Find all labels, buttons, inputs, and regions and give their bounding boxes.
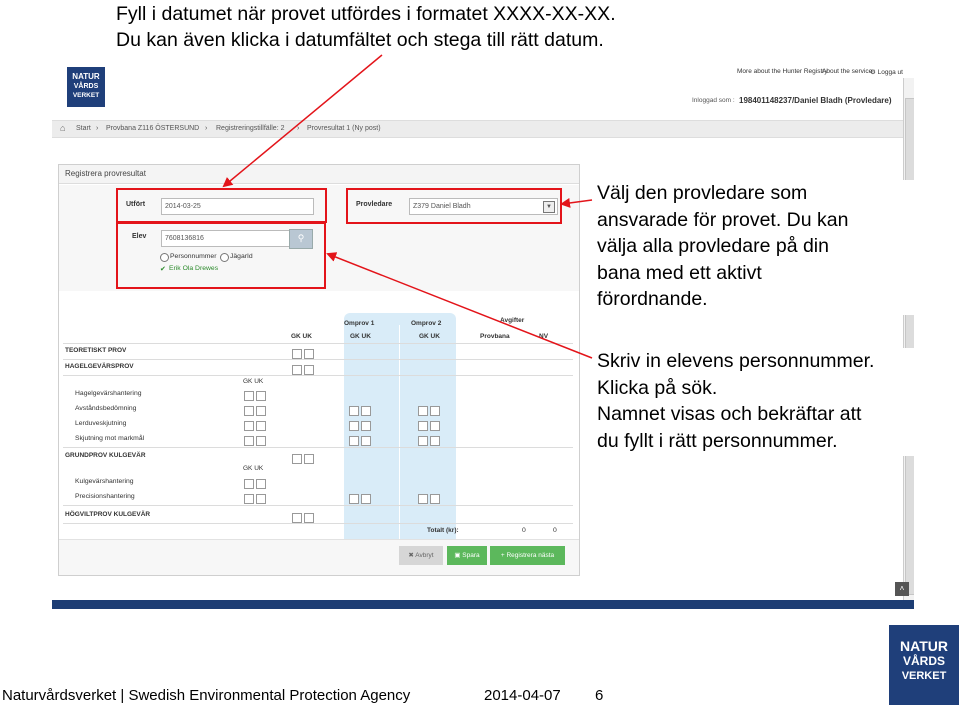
link-more-about[interactable]: More about the Hunter Registry — [737, 68, 828, 75]
nv-header: NV — [539, 333, 549, 340]
annotation-student — [597, 348, 952, 456]
total-provbana: 0 — [522, 527, 526, 534]
elev-input[interactable]: 7608136816 — [161, 230, 292, 247]
annotation-examiner-line: välja alla provledare på din — [597, 235, 829, 257]
annotation-student-line: du fyllt i rätt personnummer. — [597, 429, 838, 452]
check-icon: ✔ — [160, 266, 166, 273]
breadcrumb-start[interactable]: Start — [76, 125, 91, 132]
elev-label: Elev — [132, 233, 147, 240]
item-precisionshantering: Precisionshantering — [75, 493, 135, 500]
item-avstandsbedomning: Avståndsbedömning — [75, 405, 137, 412]
cancel-button[interactable]: ✖ Avbryt — [399, 546, 443, 565]
arrow-to-date — [224, 55, 382, 186]
provbana-header: Provbana — [480, 333, 510, 340]
breadcrumb-current: Provresultat 1 (Ny post) — [307, 125, 381, 132]
annotation-examiner — [597, 180, 952, 315]
arrow-to-provledare — [562, 200, 592, 204]
logged-in-user: 198401148237/Daniel Bladh (Provledare) — [739, 96, 892, 105]
floppy-icon: ▣ — [454, 552, 463, 559]
breadcrumb-provbana[interactable]: Provbana Z116 ÖSTERSUND — [106, 125, 200, 132]
avgifter-header: Avgifter — [500, 317, 525, 324]
logo-text-1: NATUR — [72, 72, 100, 81]
footer-logo-text-3: VERKET — [901, 670, 947, 682]
link-about-service[interactable]: About the service — [822, 68, 873, 75]
utfort-label: Utfört — [126, 201, 146, 208]
save-new-button[interactable]: + Registrera nästa — [490, 546, 565, 565]
section-hogvilt: HÖGVILTPROV KULGEVÄR — [65, 511, 151, 518]
item-hagelgevarshantering: Hagelgevärshantering — [75, 390, 142, 397]
total-label: Totalt (kr): — [427, 527, 459, 534]
gkuk-header-main: GK UK — [291, 333, 312, 340]
breadcrumb-tillfalle[interactable]: Registreringstillfälle: 2 — [216, 125, 285, 132]
footer-logo-text-1: NATUR — [900, 638, 948, 654]
chevron-up-icon: ˄ — [899, 584, 905, 593]
home-icon[interactable]: ⌂ — [60, 123, 66, 133]
chevron-right-icon: › — [205, 125, 208, 132]
logout-label: Logga ut — [877, 69, 903, 76]
provledare-value: Z379 Daniel Bladh — [413, 203, 471, 210]
save-label: Spara — [462, 552, 480, 559]
section-hagel: HAGELGEVÄRSPROV — [65, 363, 134, 370]
annotation-examiner-line: Välj den provledare som — [597, 182, 808, 204]
logo-text-3: VERKET — [72, 92, 100, 99]
chevron-down-icon[interactable]: ▼ — [543, 201, 555, 213]
omprov1-header: Omprov 1 — [344, 320, 375, 327]
gear-icon: ⚙ — [870, 69, 878, 76]
item-kulgevarshantering: Kulgevärshantering — [75, 478, 134, 485]
radio-personnummer-label: Personnummer — [170, 253, 217, 260]
date-input[interactable]: 2014-03-25 — [161, 198, 314, 215]
item-lerduveskjutning: Lerduveskjutning — [75, 420, 127, 427]
footer-date: 2014-04-07 — [484, 687, 561, 704]
radio-jagarid-label: JägarId — [230, 253, 253, 260]
search-icon: ⚲ — [297, 233, 305, 243]
annotation-student-line: Skriv in elevens personnummer. — [597, 350, 875, 372]
annotation-student-line: Namnet visas och bekräftar att — [597, 403, 862, 425]
section-teoretiskt: TEORETISKT PROV — [65, 347, 127, 354]
total-nv: 0 — [553, 527, 557, 534]
annotation-student-line: Klicka på sök. — [597, 376, 718, 399]
section-grund: GRUNDPROV KULGEVÄR — [65, 452, 146, 459]
footer-page: 6 — [595, 687, 604, 704]
chevron-right-icon: › — [96, 125, 99, 132]
logo-text-2: VÅRDS — [73, 83, 99, 90]
annotation-examiner-line: ansvarade för provet. Du kan — [597, 208, 849, 231]
footer-logo-text-2: VÅRDS — [902, 654, 945, 668]
item-skjutning-markmal: Skjutning mot markmål — [75, 435, 145, 442]
caption-line-2: Du kan även klicka i datumfältet och stega till rätt datum. — [116, 29, 604, 51]
panel-title: Registrera provresultat — [65, 169, 146, 178]
gkuk-subheader: GK UK — [243, 378, 264, 385]
annotation-examiner-line: förordnande. — [597, 288, 708, 310]
footer-org: Naturvårdsverket | Swedish Environmental Protection Agency — [2, 687, 411, 704]
gkuk-header-omprov1: GK UK — [350, 333, 371, 340]
gkuk-header-omprov2: GK UK — [419, 333, 440, 340]
logged-in-label: Inloggad som : — [692, 97, 735, 104]
arrow-to-elev — [328, 254, 592, 358]
gkuk-subheader: GK UK — [243, 465, 264, 472]
annotation-examiner-line: bana med ett aktivt — [597, 261, 762, 284]
verified-name: Erik Ola Drewes — [169, 265, 219, 272]
provledare-label: Provledare — [356, 201, 393, 208]
caption-line-1: Fyll i datumet när provet utfördes i formatet XXXX-XX-XX. — [116, 3, 616, 25]
chevron-right-icon: › — [297, 125, 300, 132]
omprov2-header: Omprov 2 — [411, 320, 442, 327]
footer-logo — [889, 625, 959, 705]
